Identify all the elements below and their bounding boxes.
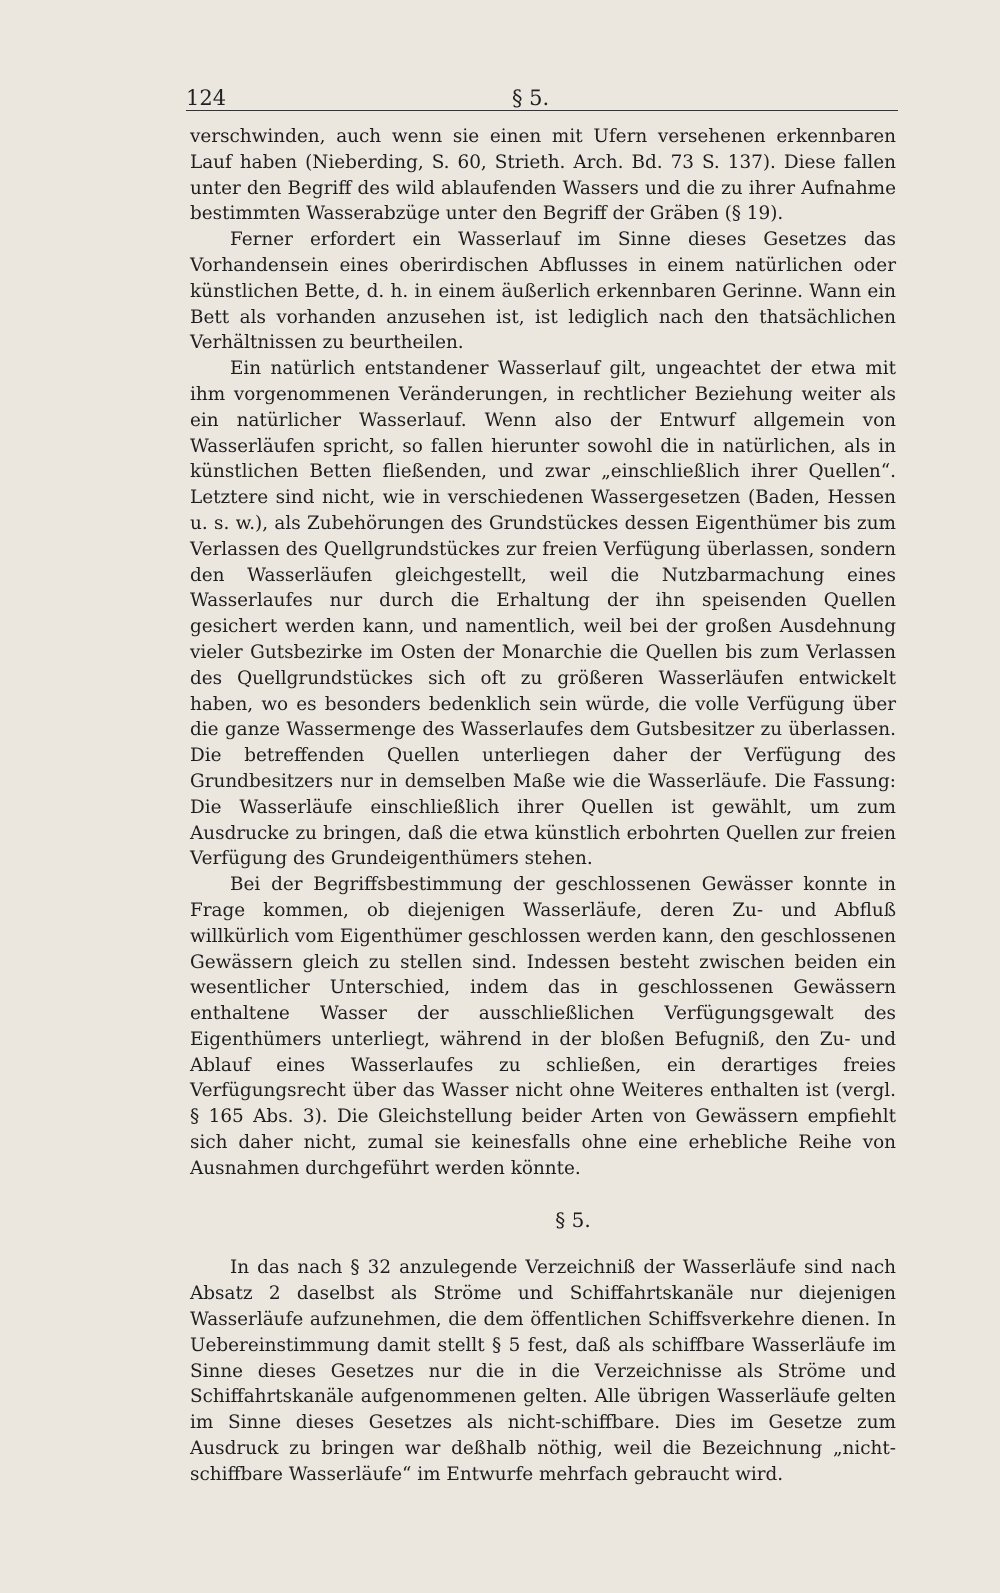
paragraph-natural-watercourse: Ein natürlich entstandener Wasserlauf gilt, ungeachtet der etwa mit ihm vorgenommenen Veränderungen, in rechtlicher Beziehung weiter als ein natürlicher Wasserlauf. Wenn also der Entwurf allgemein von Wasserläufen spricht, so fallen hierunter sowohl die in natürlichen, als in künstlichen Betten fließenden, und zwar „einschließlich ihrer Quellen“. Letztere sind nicht, wie in verschiedenen Wassergesetzen (Baden, Hessen u. s. w.), als Zubehörungen des Grundstückes dessen Eigenthümer bis zum Verlassen des Quellgrundstückes zur freien Verfügung überlassen, sondern den Wasserläufen gleichgestellt, weil die Nutzbarmachung eines Wasserlaufes nur durch die Erhaltung der ihn speisenden Quellen gesichert werden kann, und namentlich, weil bei der großen Ausdehnung vieler Gutsbezirke im Osten der Monarchie die Quellen bis zum Verlassen des Quellgrundstückes sich oft zu größeren Wasserläufen entwickelt haben, wo es besonders bedenklich sein würde, die volle Verfügung über die ganze Wassermenge des Wasserlaufes dem Gutsbesitzer zu überlassen. Die betreffenden Quellen unterliegen daher der Verfügung des Grundbesitzers nur in demselben Maße wie die Wasserläufe. Die Fassung: Die Wasserläufe einschließlich ihrer Quellen ist gewählt, um zum Ausdrucke zu bringen, daß die etwa künstlich erbohrten Quellen zur freien Verfügung des Grundeigenthümers stehen. [190, 358, 896, 870]
body-text [190, 124, 896, 1488]
paragraph-bed-requirement: Ferner erfordert ein Wasserlauf im Sinne dieses Gesetzes das Vorhandensein eines oberirdischen Abflusses in einem natürlichen oder künstlichen Bette, d. h. in einem äußerlich erkennbaren Gerinne. Wann ein Bett als vorhanden anzusehen ist, ist lediglich nach den thatsächlichen Verhältnissen zu beurtheilen. [190, 229, 896, 354]
paragraph-continuation: verschwinden, auch wenn sie einen mit Ufern versehenen erkennbaren Lauf haben (Nieberding, S. 60, Strieth. Arch. Bd. 73 S. 137). Diese fallen unter den Begriff des wild ablaufenden Wassers und die zu ihrer Aufnahme bestimmten Wasserabzüge unter den Begriff der Gräben (§ 19). [190, 126, 896, 225]
section-heading: § 5. [555, 1207, 591, 1232]
page-number: 124 [186, 86, 227, 110]
page-header [186, 82, 898, 112]
paragraph-closed-waters: Bei der Begriffsbestimmung der geschlossenen Gewässer konnte in Frage kommen, ob diejenigen Wasserläufe, deren Zu- und Abfluß willkürlich vom Eigenthümer geschlossen werden kann, den geschlossenen Gewässern gleich zu stellen sind. Indessen besteht zwischen beiden ein wesentlicher Unterschied, indem das in geschlossenen Gewässern enthaltene Wasser der ausschließlichen Verfügungsgewalt des Eigenthümers unterliegt, während in der bloßen Befugniß, den Zu- und Ablauf eines Wasserlaufes zu schließen, ein derartiges freies Verfügungsrecht über das Wasser nicht ohne Weiteres enthalten ist (vergl. § 165 Abs. 3). Die Gleichstellung beider Arten von Gewässern empfiehlt sich daher nicht, zumal sie keinesfalls ohne eine erhebliche Reihe von Ausnahmen durchgeführt werden könnte. [190, 874, 896, 1179]
paragraph-section-5: In das nach § 32 anzulegende Verzeichniß der Wasserläufe sind nach Absatz 2 daselbst als Ströme und Schiffahrtskanäle nur diejenigen Wasserläufe aufzunehmen, die dem öffentlichen Schiffsverkehre dienen. In Uebereinstimmung damit stellt § 5 fest, daß als schiffbare Wasserläufe im Sinne dieses Gesetzes nur die in die Verzeichnisse als Ströme und Schiffahrtskanäle aufgenommenen gelten. Alle übrigen Wasserläufe gelten im Sinne dieses Gesetzes als nicht-schiffbare. Dies im Gesetze zum Ausdruck zu bringen war deßhalb nöthig, weil die Bezeichnung „nicht-schiffbare Wasserläufe“ im Entwurfe mehrfach gebraucht wird. [190, 1257, 896, 1485]
running-head: § 5. [512, 86, 550, 110]
header-rule [186, 110, 898, 111]
